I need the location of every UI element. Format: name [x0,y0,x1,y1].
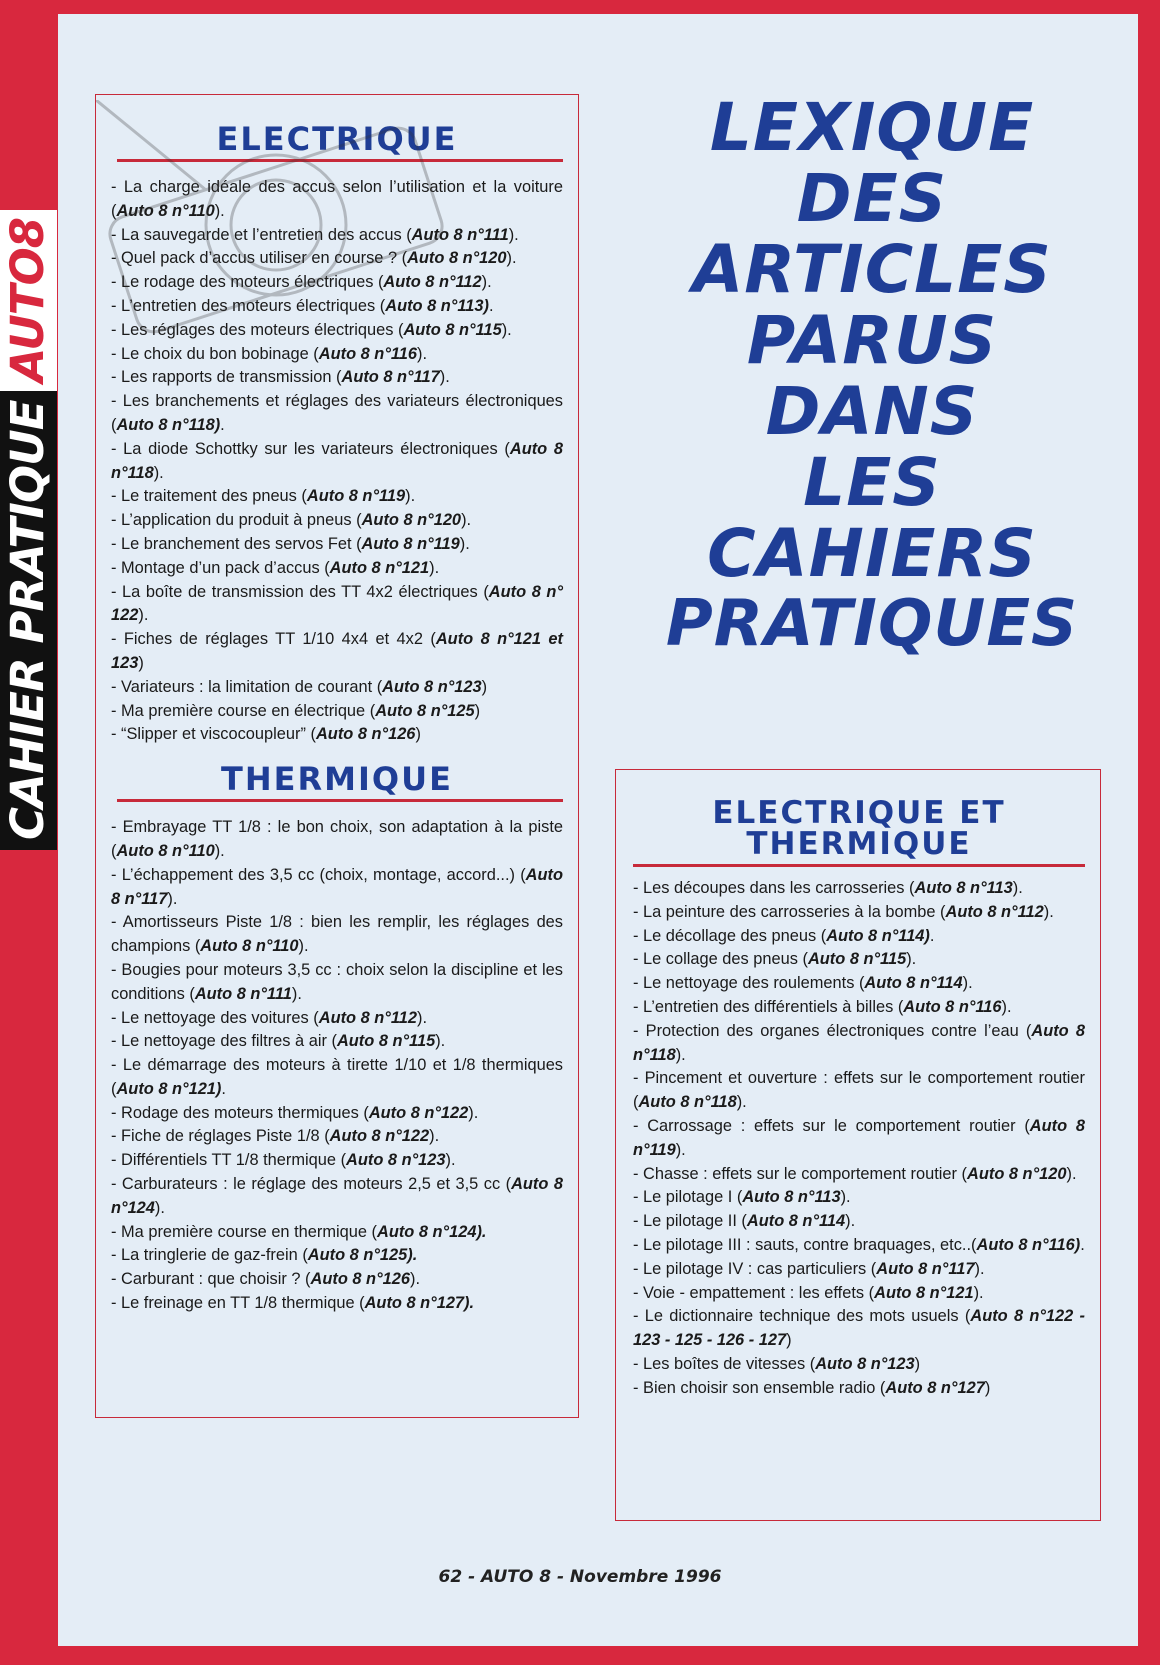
headline-line: DES [796,160,948,237]
item-end: ). [214,841,225,860]
item-end: . [221,1079,226,1098]
list-item [111,366,563,390]
thermique-title: THERMIQUE [221,760,453,799]
item-text: - Les boîtes de vitesses ( [633,1354,816,1373]
item-reference: Auto 8 n°121 [874,1283,974,1302]
title-underline [633,864,1085,867]
item-end: ). [1012,879,1023,897]
item-reference: Auto 8 n°127). [364,1294,475,1313]
item-text: - Embrayage TT 1/8 : le bon choix, son adaptation à la piste ( [111,818,563,860]
item-end: ). [459,534,470,553]
item-end: ). [138,606,149,625]
list-item [111,1054,563,1102]
item-text: - Le démarrage des moteurs à tirette 1/10 et 1/8 thermiques ( [111,1056,563,1098]
item-end: ). [461,511,472,530]
item-reference: Auto 8 n°121 [329,558,430,577]
item-text: - Rodage des moteurs thermiques ( [111,1103,369,1122]
item-text: - Bougies pour moteurs 3,5 cc : choix selon la discipline et les conditions ( [111,960,563,1003]
item-end: ). [167,889,178,908]
item-reference: Auto 8 n°120 [407,249,507,268]
item-reference: Auto 8 n°122 [329,1127,430,1146]
item-reference: Auto 8 n°110 [116,841,215,860]
list-item [111,864,563,912]
list-item [111,1030,563,1054]
item-reference: Auto 8 n°121 et 123 [111,630,563,672]
item-end: ). [962,974,973,993]
item-text: - La boîte de transmission des TT 4x2 électriques ( [111,582,489,601]
sidebar-band [0,0,58,1665]
list-item [111,390,563,438]
item-end: ). [974,1259,985,1278]
item-reference: Auto 8 n°113 [742,1188,841,1207]
item-text: - Le traitement des pneus ( [111,487,307,506]
item-end: ). [298,937,309,956]
item-end: ). [417,344,428,363]
item-reference: Auto 8 n°118 [633,1021,1085,1064]
item-text: - L’application du produit à pneus ( [111,511,362,530]
item-reference: Auto 8 n°122 - 123 - 125 - 126 - 127 [633,1307,1086,1350]
list-item [633,1305,1085,1353]
item-end: . [929,926,935,945]
item-end: ). [468,1103,479,1122]
item-text: - Les branchements et réglages des variateurs électroniques ( [111,392,563,434]
item-reference: Auto 8 n°126 [315,725,416,744]
electrique-title: ELECTRIQUE [216,120,458,158]
item-text: - Amortisseurs Piste 1/8 : bien les remplir, les réglages des champions ( [111,913,563,956]
item-reference: Auto 8 n°115 [403,320,502,339]
item-reference: Auto 8 n°115 [807,950,907,969]
item-reference: Auto 8 n°123 [815,1354,915,1373]
list-item [111,628,563,676]
item-end: ). [416,1008,427,1027]
item-end: ). [291,984,302,1003]
item-text: - Le dictionnaire technique des mots usuels ( [633,1307,971,1326]
list-item [111,676,563,700]
item-reference: Auto 8 n°120 [967,1164,1067,1183]
item-end: ) [138,653,144,672]
item-reference: Auto 8 n°118) [116,415,221,434]
item-text: - L’entretien des différentiels à billes ( [633,997,904,1016]
item-text: - Carburant : que choisir ? ( [111,1270,311,1289]
item-text: - La charge idéale des accus selon l’utilisation et la voiture ( [111,178,563,220]
item-end: ). [439,368,450,387]
item-end: ). [675,1045,686,1064]
list-item [111,959,563,1007]
item-text: - Les réglages des moteurs électriques ( [111,320,404,339]
item-text: - La diode Schottky sur les variateurs électroniques ( [111,439,510,458]
item-reference: Auto 8 n°127 [885,1378,985,1397]
item-text: - Ma première course en thermique ( [111,1222,377,1241]
item-text: - La tringlerie de gaz-frein ( [111,1246,308,1265]
spine-cahier-pratique: CAHIER PRATIQUE [0,391,57,850]
item-end: ). [1066,1164,1077,1183]
headline-line: ARTICLES [692,231,1052,308]
list-item [111,509,563,533]
list-item [633,996,1085,1020]
item-reference: Auto 8 n°116 [318,344,418,363]
item-reference: Auto 8 n°117 [111,865,563,908]
item-end: ). [435,1032,446,1051]
item-text: - Le décollage des pneus ( [633,926,827,945]
item-reference: Auto 8 n°126 [310,1270,410,1289]
item-text: - Le nettoyage des voitures ( [111,1008,319,1027]
item-end: ). [840,1188,851,1207]
stamp-antenna [96,100,206,190]
list-item [111,1292,563,1316]
item-text: - Chasse : effets sur le comportement routier ( [633,1164,968,1183]
item-text: - Variateurs : la limitation de courant ( [111,677,383,696]
mixte-list [633,877,1085,1401]
item-end: ). [445,1151,456,1170]
list-item [633,1258,1085,1282]
item-end: ) [415,725,421,744]
headline-line: PRATIQUES [665,587,1079,661]
headline-line: PARUS [746,302,998,379]
list-item [111,723,563,747]
item-end: ) [474,701,481,720]
item-reference: Auto 8 n°113 [914,879,1013,897]
electrique-et-thermique-box [615,769,1101,1521]
item-text: - Le nettoyage des filtres à air ( [111,1032,337,1051]
item-reference: Auto 8 n°111 [194,984,292,1003]
list-item [633,972,1085,996]
item-end: . [220,415,225,434]
item-text: - Le pilotage III : sauts, contre braquages, etc..( [633,1235,977,1254]
item-text: - Le rodage des moteurs électriques ( [111,273,384,292]
list-item [633,877,1085,901]
item-reference: Auto 8 n°114 [864,974,963,993]
item-reference: Auto 8 n°110 [200,937,299,956]
item-text: - Bien choisir son ensemble radio ( [633,1378,886,1397]
list-item [111,1007,563,1031]
page-footer: 62 - AUTO 8 - Novembre 1996 [438,1567,722,1587]
item-reference: Auto 8 n°124). [377,1222,487,1241]
item-text: - Montage d’un pack d’accus ( [111,558,330,577]
item-reference: Auto 8 n°116 [903,997,1002,1016]
list-item [111,1221,563,1245]
item-end: ). [736,1093,747,1112]
headline-line: CAHIERS [707,515,1037,592]
list-item [111,581,563,629]
item-text: - Le freinage en TT 1/8 thermique ( [111,1294,365,1313]
item-reference: Auto 8 n°120 [361,511,462,530]
item-reference: Auto 8 n°119 [361,534,460,553]
item-text: - L’échappement des 3,5 cc (choix, montage, accord...) ( [111,865,526,884]
item-end: ). [845,1212,856,1231]
list-item [111,816,563,864]
item-end: ). [506,249,517,268]
item-reference: Auto 8 n°112 [945,902,1044,921]
list-item [111,700,563,724]
item-end: ). [906,950,917,969]
item-end: . [488,296,494,315]
mixte-title-line1: ELECTRIQUE ET [712,795,1006,831]
item-reference: Auto 8 n°116) [976,1235,1081,1254]
item-text: - Le choix du bon bobinage ( [111,344,319,363]
list-item [633,1186,1085,1210]
spine-auto8-logo: AUTO8 [0,210,57,391]
list-item [633,1163,1085,1187]
item-end: ). [1043,902,1054,921]
item-text: - Pincement et ouverture : effets sur le comportement routier ( [633,1069,1085,1112]
item-reference: Auto 8 n°122 [368,1103,469,1122]
item-end: ). [973,1283,984,1302]
item-reference: Auto 8 n°125 [375,701,475,720]
item-end: ) [481,677,488,696]
item-end: ) [984,1378,991,1397]
list-item [633,1377,1085,1401]
item-text: - Les rapports de transmission ( [111,368,342,387]
item-end: ). [154,1198,165,1217]
list-item [633,1353,1085,1377]
item-reference: Auto 8 n°118 [111,439,563,482]
item-text: - Le branchement des servos Fet ( [111,534,362,553]
list-item [111,485,563,509]
thermique-list [111,816,563,1316]
item-text: - Le nettoyage des roulements ( [633,974,865,993]
list-item [111,1268,563,1292]
item-end: ). [429,1127,440,1146]
item-reference: Auto 8 n°111 [411,225,509,244]
item-reference: Auto 8 n°117 [876,1259,975,1278]
item-end: ). [481,273,492,292]
list-item [633,1067,1085,1115]
item-reference: Auto 8 n°113) [385,296,489,315]
list-item [633,1234,1085,1258]
headline-line: DANS [765,373,979,450]
item-text: - Carburateurs : le réglage des moteurs 2,5 et 3,5 cc ( [111,1175,512,1194]
item-reference: Auto 8 n°114) [826,926,930,945]
stamp-ring [206,155,346,295]
item-text: - Le pilotage IV : cas particuliers ( [633,1259,877,1278]
item-end: ). [501,320,512,339]
list-item [633,1210,1085,1234]
item-text: - Protection des organes électroniques contre l’eau ( [633,1021,1032,1040]
watermark-stamp [96,100,456,360]
title-underline [117,799,563,802]
item-text: - La sauvegarde et l’entretien des accus ( [111,225,412,244]
item-text: - Voie - empattement : les effets ( [633,1283,875,1302]
list-item [111,1102,563,1126]
section-spine-label [0,0,57,850]
item-reference: Auto 8 n°125). [307,1246,418,1265]
list-item [111,911,563,959]
list-item [633,1282,1085,1306]
item-end: ). [214,201,225,220]
item-end: ). [153,463,164,482]
list-item [633,1115,1085,1163]
item-reference: Auto 8 n°117 [341,368,440,387]
list-item [111,557,563,581]
item-reference: Auto 8 n°115 [336,1032,436,1051]
list-item [633,1020,1085,1068]
item-reference: Auto 8 n°121) [116,1079,222,1098]
item-reference: Auto 8 n°119 [306,487,406,506]
item-text: - Fiches de réglages TT 1/10 4x4 et 4x2 ( [111,630,436,649]
item-reference: Auto 8 n°119 [633,1116,1085,1159]
list-item [111,533,563,557]
headline-line: LES [803,444,941,521]
item-end: ). [429,558,440,577]
item-end: ). [1001,997,1012,1016]
item-text: - Les découpes dans les carrosseries ( [633,879,915,897]
item-end: ) [914,1354,921,1373]
item-text: - Quel pack d’accus utiliser en course ? ( [111,249,408,268]
item-end: ). [675,1140,686,1159]
list-item [633,901,1085,925]
item-reference: Auto 8 n°114 [746,1212,846,1231]
list-item [111,1149,563,1173]
item-reference: Auto 8 n°110 [116,201,215,220]
item-reference: Auto 8 n°112 [318,1008,417,1027]
item-text: - Carrossage : effets sur le comportement routier ( [633,1116,1030,1135]
stamp-ring-inner [231,180,321,270]
item-reference: Auto 8 n°123 [346,1151,446,1170]
item-end: . [1080,1235,1085,1254]
item-text: - L’entretien des moteurs électriques ( [111,296,386,315]
item-text: - Ma première course en électrique ( [111,701,376,720]
list-item [633,925,1085,949]
item-text: - Le pilotage I ( [633,1188,743,1207]
list-item [111,1125,563,1149]
list-item [111,438,563,486]
item-text: - “Slipper et viscocoupleur” ( [111,725,316,744]
mixte-title-line2: THERMIQUE [746,826,972,862]
item-text: - Fiche de réglages Piste 1/8 ( [111,1127,330,1146]
item-reference: Auto 8 n°112 [383,273,482,292]
item-reference: Auto 8 n° 122 [111,582,563,625]
item-reference: Auto 8 n°124 [111,1175,563,1217]
list-item [633,948,1085,972]
item-text: - La peinture des carrosseries à la bombe ( [633,902,946,921]
headline-line: LEXIQUE [709,89,1035,166]
list-item [111,1173,563,1221]
item-end: ). [508,225,519,244]
item-end: ) [786,1331,792,1350]
item-end: ). [409,1270,420,1289]
item-reference: Auto 8 n°123 [382,677,482,696]
item-end: ). [405,487,416,506]
list-item [111,1244,563,1268]
item-text: - Le pilotage II ( [633,1212,747,1231]
item-reference: Auto 8 n°118 [638,1093,737,1112]
item-text: - Différentiels TT 1/8 thermique ( [111,1151,347,1170]
item-text: - Le collage des pneus ( [633,950,808,969]
page-headline [612,89,1132,661]
